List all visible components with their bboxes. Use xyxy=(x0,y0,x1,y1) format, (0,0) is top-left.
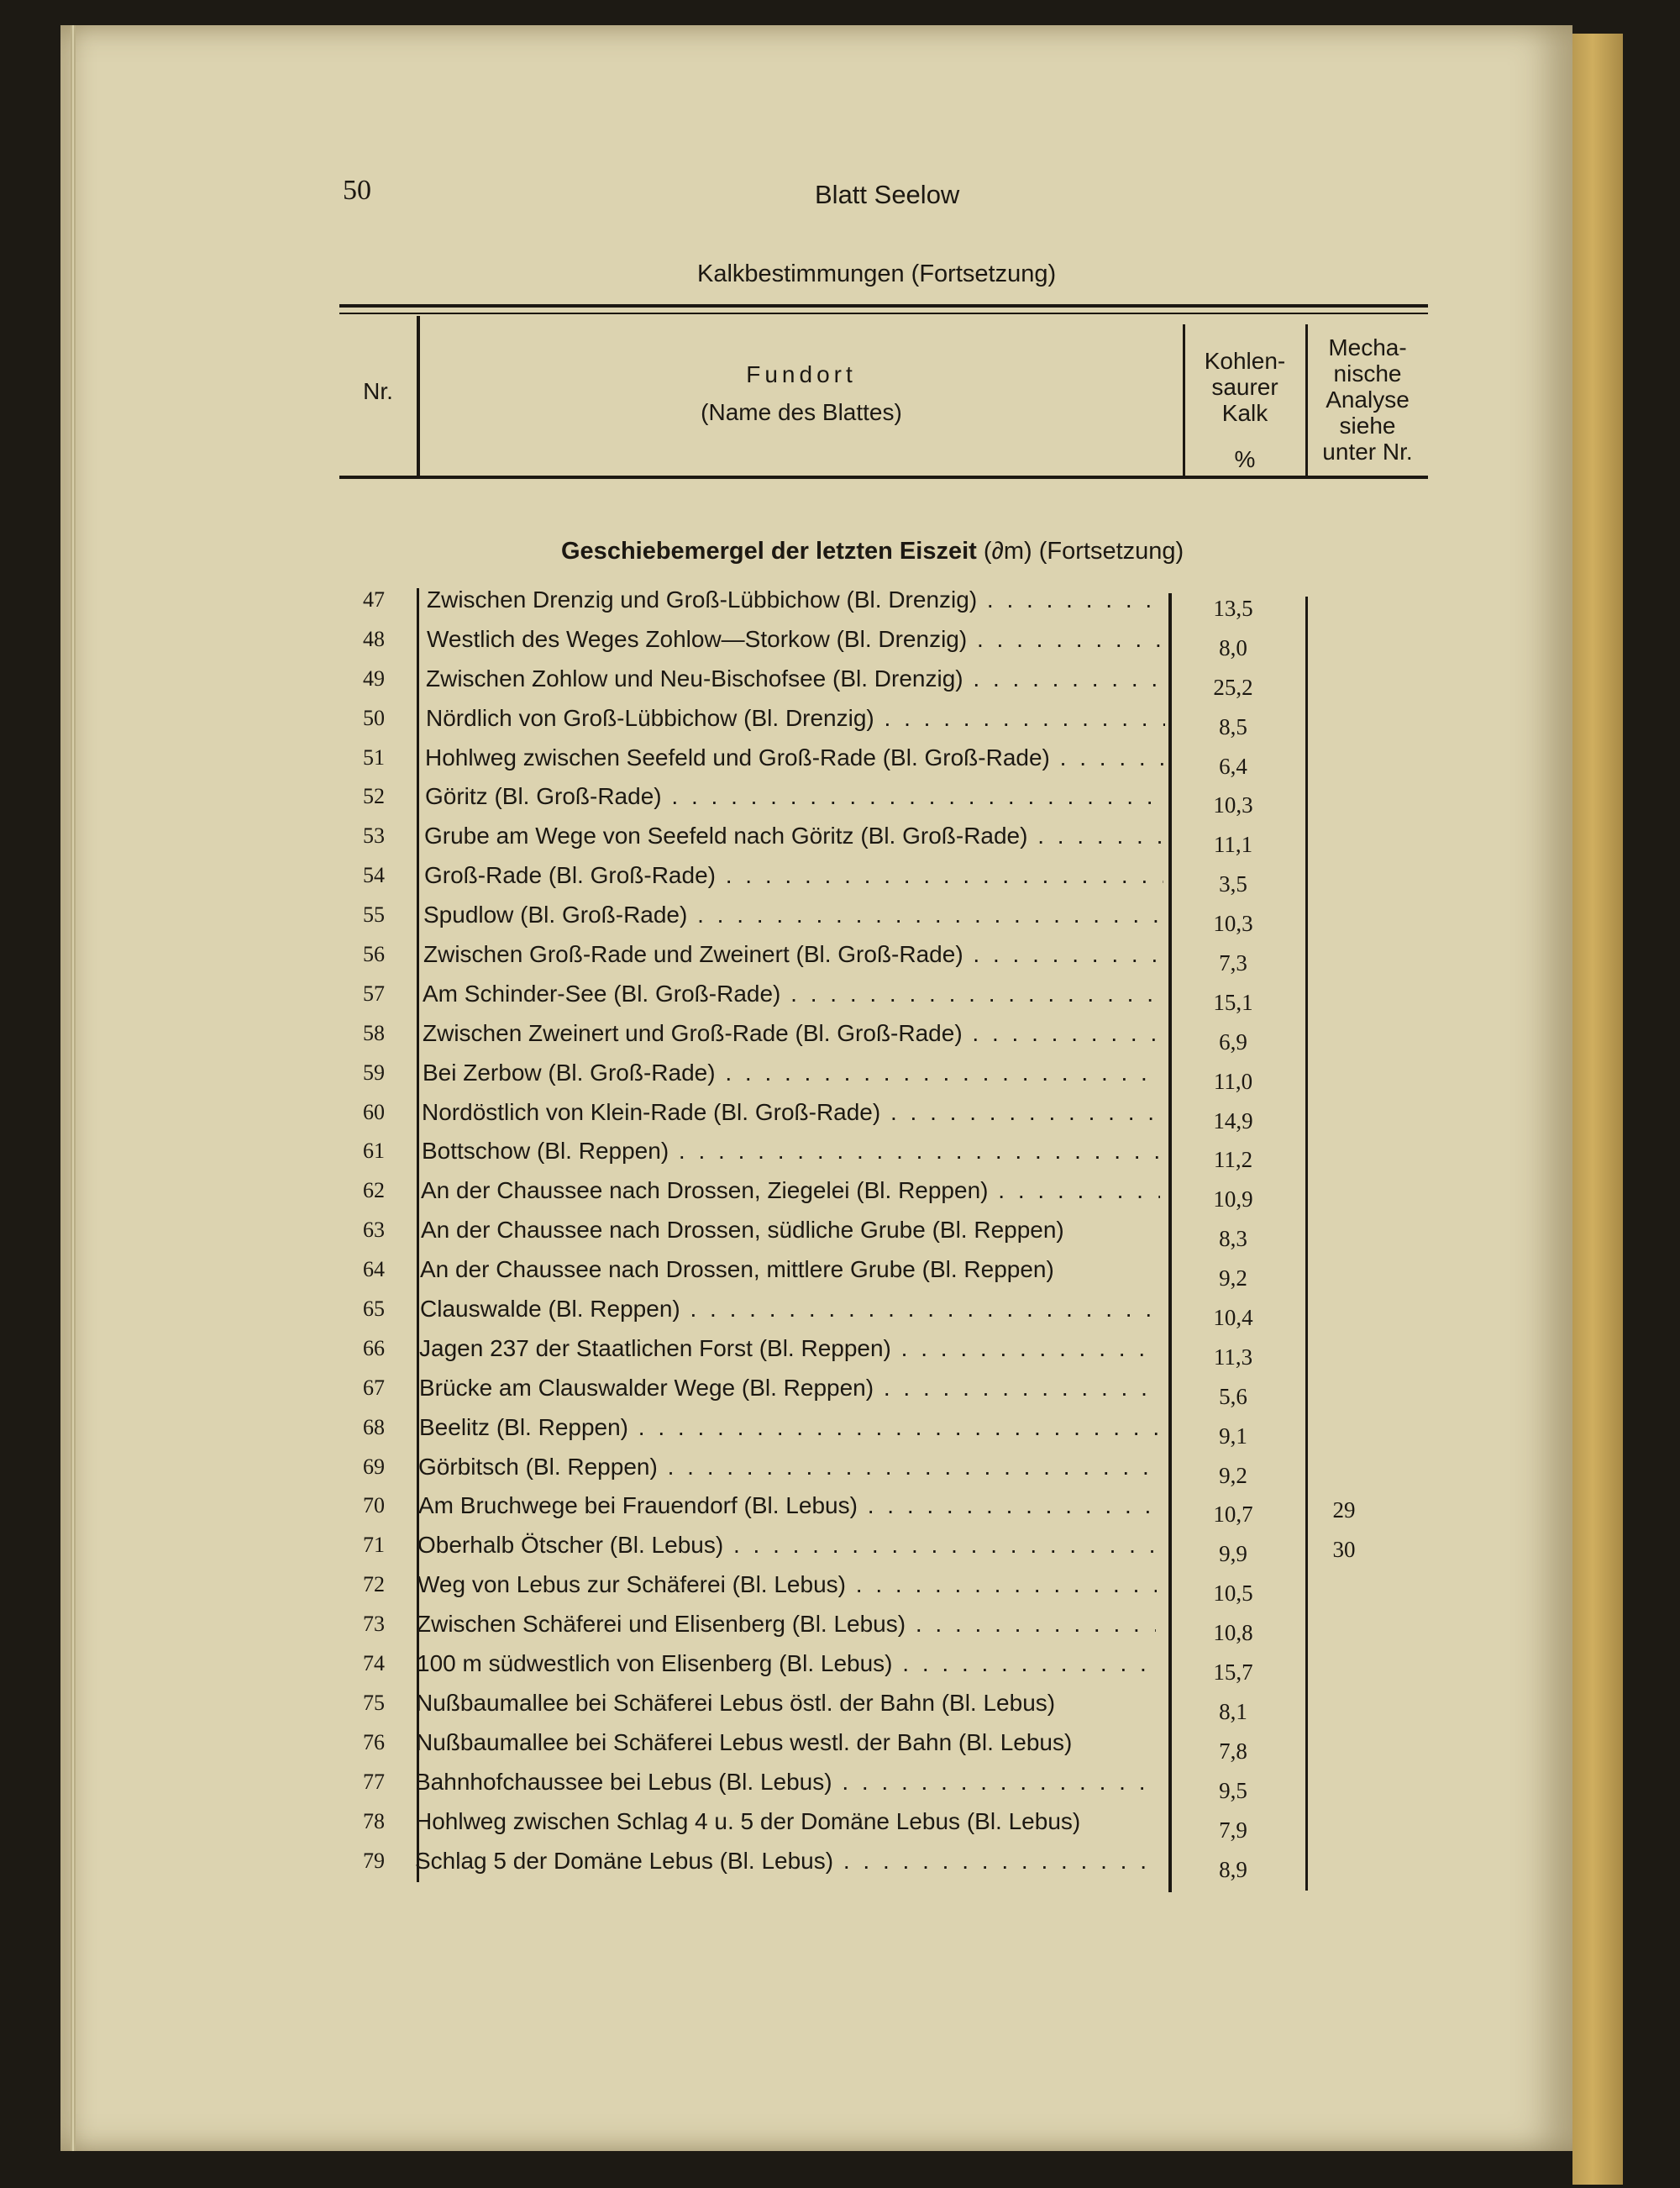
row-nr: 60 xyxy=(363,1099,385,1124)
row-nr: 54 xyxy=(363,863,385,888)
header-divider-3 xyxy=(1305,324,1308,479)
row-nr: 58 xyxy=(363,1020,385,1045)
table-row xyxy=(336,1609,1428,1649)
row-kalk: 11,0 xyxy=(1213,1068,1253,1094)
row-fundort: Görbitsch (Bl. Reppen) . . . xyxy=(418,1454,1158,1481)
row-fundort: Clauswalde (Bl. Reppen) . . . xyxy=(420,1296,1159,1323)
header-mech-line1: Mecha- xyxy=(1328,334,1407,360)
table-row xyxy=(336,1373,1428,1412)
header-mech-line3: Analyse xyxy=(1326,387,1410,413)
row-fundort: Brücke am Clauswalder Wege (Bl. Reppen) . . . xyxy=(419,1375,1158,1402)
row-kalk: 10,3 xyxy=(1213,911,1253,937)
row-fundort: Weg von Lebus zur Schäferei (Bl. Lebus) . . . xyxy=(417,1571,1157,1598)
table-row xyxy=(336,1807,1428,1846)
row-kalk: 11,1 xyxy=(1213,832,1253,858)
table-row xyxy=(336,1294,1428,1333)
row-nr: 77 xyxy=(363,1769,385,1794)
row-nr: 57 xyxy=(363,981,385,1006)
row-fundort: Zwischen Schäferei und Elisenberg (Bl. Lebus) . . . xyxy=(417,1611,1156,1638)
row-nr: 55 xyxy=(363,902,385,928)
table-row xyxy=(336,1333,1428,1373)
header-kalk-line3: Kalk xyxy=(1221,400,1268,426)
table-row xyxy=(336,585,1428,624)
row-kalk: 9,5 xyxy=(1219,1777,1247,1803)
row-fundort: Am Bruchwege bei Frauendorf (Bl. Lebus) . . . xyxy=(418,1492,1158,1519)
table-row xyxy=(336,979,1428,1018)
table-row xyxy=(336,1491,1428,1530)
running-title: Blatt Seelow xyxy=(815,180,960,209)
row-nr: 76 xyxy=(363,1729,385,1754)
table-row xyxy=(336,624,1428,664)
table-row xyxy=(336,900,1428,939)
table-row xyxy=(336,1097,1428,1137)
row-nr: 71 xyxy=(363,1533,385,1558)
table-row xyxy=(336,939,1428,979)
row-nr: 65 xyxy=(363,1296,385,1322)
table-row xyxy=(336,1018,1428,1058)
row-mech-ref: 30 xyxy=(1332,1537,1356,1563)
table-row xyxy=(336,1176,1428,1215)
row-kalk: 9,9 xyxy=(1219,1541,1247,1567)
row-nr: 68 xyxy=(363,1414,385,1439)
row-nr: 75 xyxy=(363,1690,385,1715)
row-fundort: Nußbaumallee bei Schäferei Lebus westl. der Bahn (Bl. Lebus) xyxy=(416,1728,1073,1755)
row-kalk: 10,3 xyxy=(1213,792,1253,818)
header-bottom-rule xyxy=(339,476,1428,479)
row-nr: 67 xyxy=(363,1375,385,1400)
row-fundort: Nördlich von Groß-Lübbichow (Bl. Drenzig) . . . xyxy=(426,705,1165,732)
table-row xyxy=(336,1412,1428,1452)
table-row xyxy=(336,1570,1428,1609)
row-kalk: 8,5 xyxy=(1219,713,1247,739)
header-fundort-title: Fundort xyxy=(746,361,857,387)
row-fundort: Hohlweg zwischen Seefeld und Groß-Rade (Bl. Groß-Rade) . . . xyxy=(425,744,1164,771)
top-rule-thick xyxy=(339,304,1428,308)
row-kalk: 10,7 xyxy=(1213,1502,1253,1528)
row-fundort: An der Chaussee nach Drossen, Ziegelei (Bl. Reppen) . . . xyxy=(421,1177,1160,1204)
row-fundort: Oberhalb Ötscher (Bl. Lebus) . . . xyxy=(417,1532,1157,1559)
row-kalk: 7,8 xyxy=(1219,1738,1247,1764)
table-row xyxy=(336,860,1428,900)
row-kalk: 8,0 xyxy=(1219,634,1247,660)
table-row xyxy=(336,1254,1428,1294)
section-heading xyxy=(561,538,1184,565)
row-fundort: Zwischen Groß-Rade und Zweinert (Bl. Groß-Rade) . . . xyxy=(423,941,1163,968)
row-fundort: Spudlow (Bl. Groß-Rade) . . . xyxy=(423,902,1163,928)
row-nr: 78 xyxy=(363,1808,385,1833)
row-kalk: 9,1 xyxy=(1219,1423,1247,1449)
table-row xyxy=(336,1452,1428,1491)
row-fundort: Göritz (Bl. Groß-Rade) . . . xyxy=(425,783,1164,810)
row-kalk: 8,1 xyxy=(1219,1698,1247,1724)
header-nr: Nr. xyxy=(363,378,393,404)
row-fundort: Schlag 5 der Domäne Lebus (Bl. Lebus) . . . xyxy=(415,1848,1154,1875)
table-row xyxy=(336,1688,1428,1728)
row-mech-ref: 29 xyxy=(1332,1497,1356,1523)
row-kalk: 8,3 xyxy=(1219,1226,1247,1252)
row-nr: 59 xyxy=(363,1060,385,1085)
row-kalk: 5,6 xyxy=(1219,1383,1247,1409)
row-fundort: Am Schinder-See (Bl. Groß-Rade) . . . xyxy=(423,981,1162,1007)
table-title: Kalkbestimmungen (Fortsetzung) xyxy=(697,260,1057,287)
row-kalk: 6,4 xyxy=(1219,753,1247,779)
row-kalk: 7,3 xyxy=(1219,950,1247,976)
book-spine xyxy=(1572,34,1623,2185)
row-fundort: An der Chaussee nach Drossen, mittlere Grube (Bl. Reppen) xyxy=(420,1256,1054,1283)
table-body xyxy=(336,585,1428,1885)
table-row xyxy=(336,1767,1428,1807)
row-nr: 49 xyxy=(363,665,385,691)
row-nr: 69 xyxy=(363,1454,385,1479)
table-row xyxy=(336,1649,1428,1688)
row-kalk: 6,9 xyxy=(1219,1028,1247,1055)
row-kalk: 11,3 xyxy=(1213,1344,1253,1370)
row-fundort: Zwischen Zweinert und Groß-Rade (Bl. Groß-Rade) . . . xyxy=(423,1020,1162,1047)
row-fundort: Groß-Rade (Bl. Groß-Rade) . . . xyxy=(424,862,1163,889)
row-kalk: 9,2 xyxy=(1219,1462,1247,1488)
row-fundort: Zwischen Drenzig und Groß-Lübbichow (Bl. Drenzig) . . . xyxy=(427,586,1166,613)
table-row xyxy=(336,1728,1428,1767)
header-kalk xyxy=(1186,348,1304,472)
row-nr: 53 xyxy=(363,823,385,849)
row-nr: 48 xyxy=(363,626,385,651)
row-fundort: Bei Zerbow (Bl. Groß-Rade) . . . xyxy=(423,1060,1162,1086)
row-fundort: An der Chaussee nach Drossen, südliche Grube (Bl. Reppen) xyxy=(421,1217,1064,1244)
table-row xyxy=(336,703,1428,743)
table-row xyxy=(336,1846,1428,1886)
row-nr: 79 xyxy=(363,1848,385,1873)
header-fundort-subtitle: (Name des Blattes) xyxy=(701,399,902,425)
row-nr: 56 xyxy=(363,942,385,967)
row-fundort: Nußbaumallee bei Schäferei Lebus östl. der Bahn (Bl. Lebus) xyxy=(416,1689,1056,1716)
row-fundort: Hohlweg zwischen Schlag 4 u. 5 der Domäne Lebus (Bl. Lebus) xyxy=(415,1807,1081,1834)
header-kalk-line1: Kohlen- xyxy=(1204,348,1286,374)
row-nr: 61 xyxy=(363,1139,385,1164)
row-fundort: Zwischen Zohlow und Neu-Bischofsee (Bl. Drenzig) . . . xyxy=(426,665,1165,692)
row-kalk: 10,8 xyxy=(1213,1620,1253,1646)
row-kalk: 8,9 xyxy=(1219,1856,1247,1882)
row-fundort: Bottschow (Bl. Reppen) . . . xyxy=(422,1138,1161,1165)
table-row xyxy=(336,781,1428,821)
header-kalk-line2: saurer xyxy=(1211,374,1278,400)
row-fundort: Bahnhofchaussee bei Lebus (Bl. Lebus) . . . xyxy=(415,1769,1154,1796)
header-mech xyxy=(1309,334,1426,465)
row-fundort: Westlich des Weges Zohlow—Storkow (Bl. Drenzig) . . . xyxy=(427,626,1166,653)
row-nr: 64 xyxy=(363,1257,385,1282)
header-mech-line4: siehe xyxy=(1339,413,1396,439)
row-fundort: Nordöstlich von Klein-Rade (Bl. Groß-Rade) . . . xyxy=(422,1099,1161,1126)
row-kalk: 13,5 xyxy=(1213,596,1253,621)
row-fundort: 100 m südwestlich von Elisenberg (Bl. Lebus) . . . xyxy=(417,1650,1156,1677)
top-rule-thin xyxy=(339,313,1428,314)
row-nr: 66 xyxy=(363,1335,385,1360)
page-number: 50 xyxy=(343,175,371,206)
row-nr: 70 xyxy=(363,1493,385,1518)
header-mech-line5: unter Nr. xyxy=(1322,439,1413,465)
row-nr: 62 xyxy=(363,1178,385,1203)
table-row xyxy=(336,743,1428,782)
row-kalk: 9,2 xyxy=(1219,1265,1247,1291)
section-heading-rest: (∂m) (Fortsetzung) xyxy=(983,538,1184,565)
table-row xyxy=(336,664,1428,703)
row-kalk: 10,9 xyxy=(1213,1186,1253,1212)
row-nr: 52 xyxy=(363,784,385,809)
row-kalk: 25,2 xyxy=(1213,674,1253,700)
table-row xyxy=(336,1058,1428,1097)
row-kalk: 10,4 xyxy=(1213,1305,1253,1331)
row-kalk: 15,1 xyxy=(1213,989,1253,1015)
row-nr: 74 xyxy=(363,1651,385,1676)
header-mech-line2: nische xyxy=(1333,360,1402,387)
row-nr: 72 xyxy=(363,1572,385,1597)
row-fundort: Jagen 237 der Staatlichen Forst (Bl. Reppen) . . . xyxy=(419,1335,1158,1362)
row-kalk: 7,9 xyxy=(1219,1817,1247,1843)
row-kalk: 10,5 xyxy=(1213,1581,1253,1607)
row-nr: 51 xyxy=(363,744,385,770)
table-row xyxy=(336,1136,1428,1176)
page-edge xyxy=(71,25,76,2151)
row-nr: 73 xyxy=(363,1612,385,1637)
row-fundort: Grube am Wege von Seefeld nach Göritz (Bl. Groß-Rade) . . . xyxy=(424,823,1163,849)
section-heading-bold: Geschiebemergel der letzten Eiszeit xyxy=(561,538,977,565)
header-divider-2 xyxy=(1183,324,1185,479)
table-row xyxy=(336,1530,1428,1570)
row-nr: 47 xyxy=(363,587,385,612)
table-row xyxy=(336,821,1428,860)
row-kalk: 3,5 xyxy=(1219,871,1247,897)
table-row xyxy=(336,1215,1428,1254)
row-kalk: 15,7 xyxy=(1213,1659,1253,1686)
row-nr: 50 xyxy=(363,705,385,730)
row-nr: 63 xyxy=(363,1218,385,1243)
row-fundort: Beelitz (Bl. Reppen) . . . xyxy=(419,1414,1158,1441)
row-kalk: 14,9 xyxy=(1213,1107,1253,1133)
row-kalk: 11,2 xyxy=(1213,1147,1253,1173)
header-kalk-unit: % xyxy=(1234,446,1256,472)
header-fundort xyxy=(420,361,1183,425)
